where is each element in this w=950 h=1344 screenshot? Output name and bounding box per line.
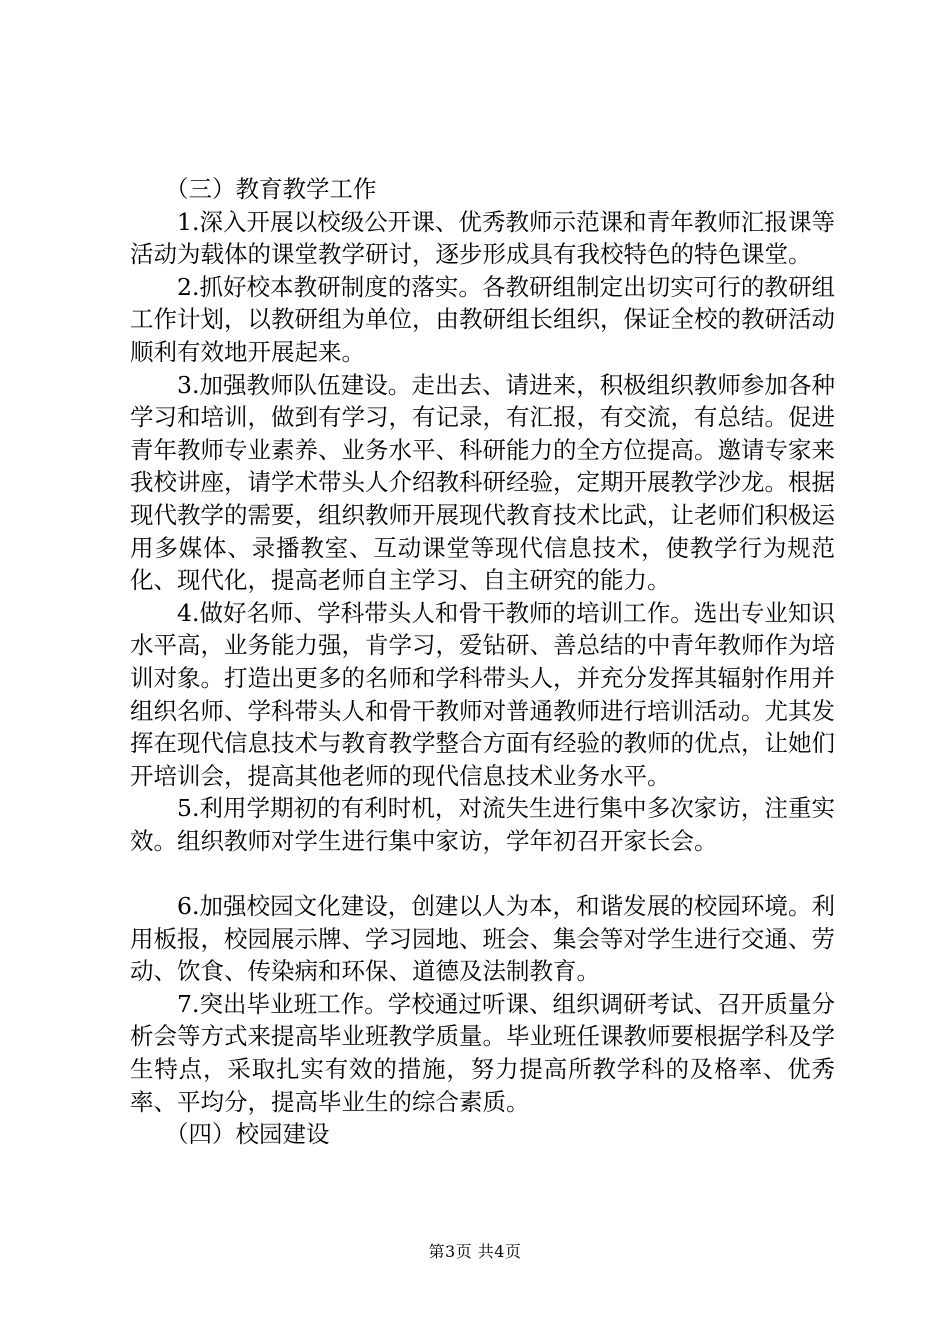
paragraph-6: 6.加强校园文化建设，创建以人为本，和谐发展的校园环境。利用板报，校园展示牌、学习园地、班会、集会等对学生进行交通、劳动、饮食、传染病和环保、道德及法制教育。 xyxy=(130,892,835,986)
document-body xyxy=(130,173,835,1151)
section-heading-three: （三）教育教学工作 xyxy=(165,175,377,203)
paragraph-5: 5.利用学期初的有利时机，对流失生进行集中多次家访，注重实效。组织教师对学生进行集中家访，学年初召开家长会。 xyxy=(130,794,835,855)
paragraph-2: 2.抓好校本教研制度的落实。各教研组制定出切实可行的教研组工作计划，以教研组为单位，由教研组长组织，保证全校的教研活动顺利有效地开展起来。 xyxy=(130,272,835,366)
paragraph-4: 4.做好名师、学科带头人和骨干教师的培训工作。选出专业知识水平高，业务能力强，肯学习，爱钻研、善总结的中青年教师作为培训对象。打造出更多的名师和学科带头人，并充分发挥其辐射作用并组织名师、学科带头人和骨干教师对普通教师进行培训活动。尤其发挥在现代信息技术与教育教学整合方面有经验的教师的优点，让她们开培训会，提高其他老师的现代信息技术业务水平。 xyxy=(130,598,835,790)
paragraph-spacer xyxy=(130,857,835,890)
paragraph-7: 7.突出毕业班工作。学校通过听课、组织调研考试、召开质量分析会等方式来提高毕业班教学质量。毕业班任课教师要根据学科及学生特点，采取扎实有效的措施，努力提高所教学科的及格率、优秀率、平均分，提高毕业生的综合素质。 xyxy=(130,989,835,1116)
paragraph-1: 1.深入开展以校级公开课、优秀教师示范课和青年教师汇报课等活动为载体的课堂教学研讨，逐步形成具有我校特色的特色课堂。 xyxy=(130,207,835,269)
page-footer: 第3页 共4页 xyxy=(428,1242,522,1261)
section-heading-four: （四）校园建设 xyxy=(165,1120,330,1149)
paragraph-3: 3.加强教师队伍建设。走出去、请进来，积极组织教师参加各种学习和培训，做到有学习，有记录，有汇报，有交流，有总结。促进青年教师专业素养、业务水平、科研能力的全方位提高。邀请专家来我校讲座，请学术带头人介绍教科研经验，定期开展教学沙龙。根据现代教学的需要，组织教师开展现代教育技术比武，让老师们积极运用多媒体、录播教室、互动课堂等现代信息技术，使教学行为规范化、现代化，提高老师自主学习、自主研究的能力。 xyxy=(130,370,835,595)
